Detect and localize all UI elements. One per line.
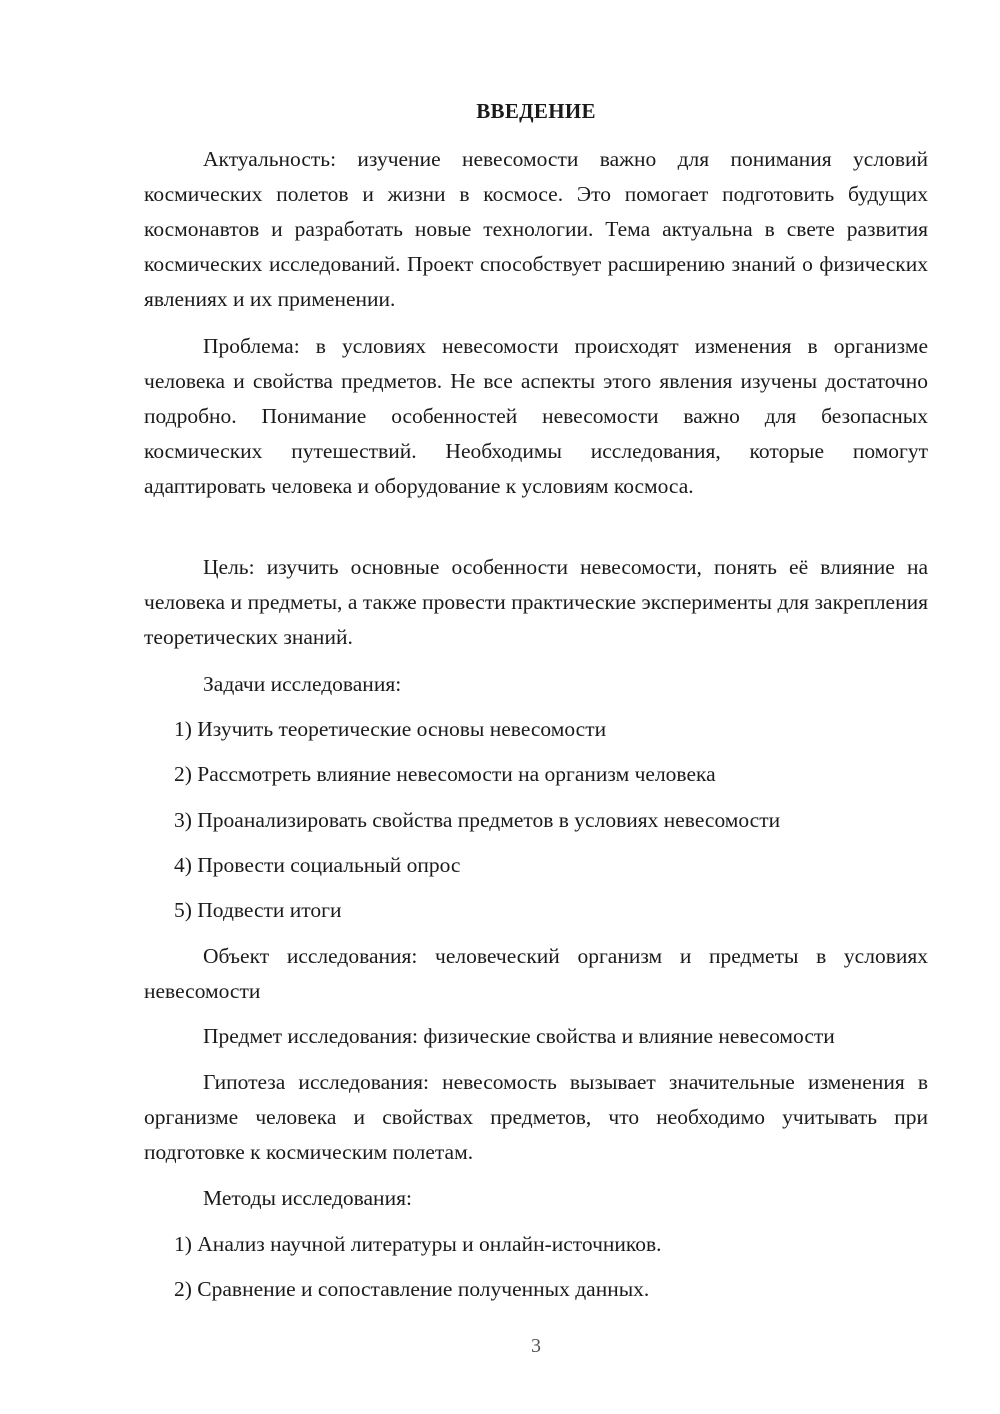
object-paragraph: Объект исследования: человеческий организм и предметы в условиях невесомости <box>144 944 928 1003</box>
list-item: 3) Проанализировать свойства предметов в условиях невесомости <box>174 808 781 832</box>
methods-title: Методы исследования: <box>203 1186 412 1210</box>
problem-paragraph: Проблема: в условиях невесомости происходят изменения в организме человека и свойства предметов. Не все аспекты этого явления изучены достаточно подробно. Понимание особенностей невесомости важно для безопасных космических путешествий. Необходимы исследования, которые помогут адаптировать человека и оборудование к условиям космоса. <box>144 334 928 498</box>
list-item: 2) Рассмотреть влияние невесомости на организм человека <box>174 762 716 786</box>
page-number: 3 <box>531 1335 541 1357</box>
subject-paragraph: Предмет исследования: физические свойства и влияние невесомости <box>203 1024 835 1048</box>
list-item: 4) Провести социальный опрос <box>174 853 461 877</box>
list-item: 2) Сравнение и сопоставление полученных данных. <box>174 1277 650 1301</box>
list-item: 1) Изучить теоретические основы невесомости <box>174 717 607 741</box>
relevance-paragraph: Актуальность: изучение невесомости важно для понимания условий космических полетов и жизни в космосе. Это помогает подготовить будущих космонавтов и разработать новые технологии. Тема актуальна в свете развития космических исследований. Проект способствует расширению знаний о физических явлениях и их применении. <box>144 147 928 311</box>
document-page <box>144 0 928 1414</box>
list-item: 5) Подвести итоги <box>174 898 342 922</box>
list-item: 1) Анализ научной литературы и онлайн-источников. <box>174 1232 662 1256</box>
hypothesis-paragraph: Гипотеза исследования: невесомость вызывает значительные изменения в организме человека и свойствах предметов, что необходимо учитывать при подготовке к космическим полетам. <box>144 1070 928 1164</box>
section-heading: ВВЕДЕНИЕ <box>476 99 596 123</box>
tasks-title: Задачи исследования: <box>203 672 402 696</box>
goal-paragraph: Цель: изучить основные особенности невесомости, понять её влияние на человека и предметы, а также провести практические эксперименты для закрепления теоретических знаний. <box>144 555 928 649</box>
